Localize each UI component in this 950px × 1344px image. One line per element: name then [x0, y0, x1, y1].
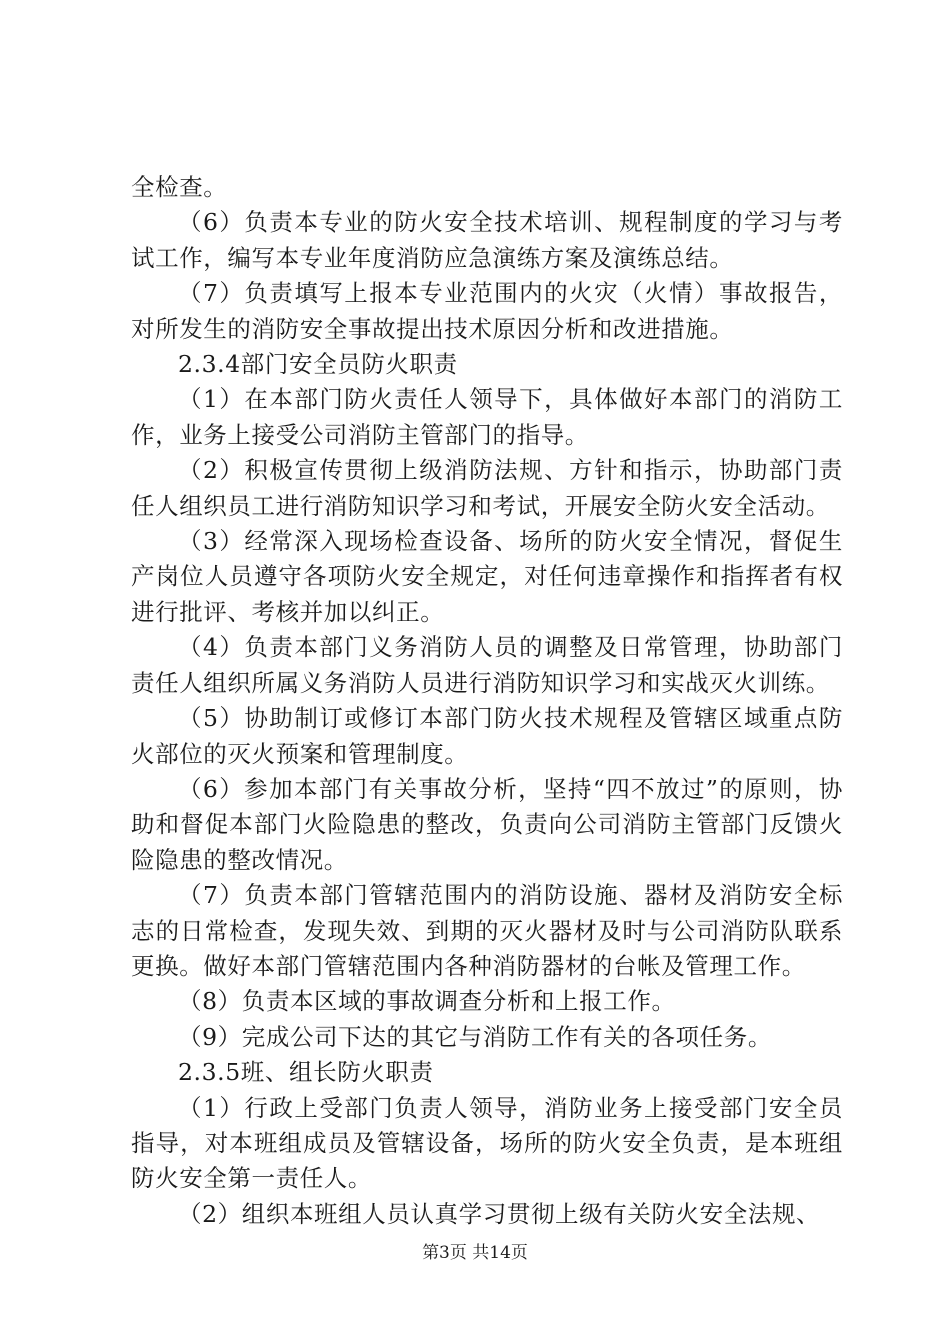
paragraph-item-3: （3）经常深入现场检查设备、场所的防火安全情况，督促生产岗位人员遵守各项防火安全规定，对任何违章操作和指挥者有权进行批评、考核并加以纠正。: [131, 527, 843, 626]
paragraph-item-2: （2）积极宣传贯彻上级消防法规、方针和指示，协助部门责任人组织员工进行消防知识学习和考试，开展安全防火安全活动。: [131, 456, 843, 520]
paragraph-item-4: （4）负责本部门义务消防人员的调整及日常管理，协助部门责任人组织所属义务消防人员进行消防知识学习和实战灭火训练。: [131, 633, 843, 697]
paragraph-item-1-leader: （1）行政上受部门负责人领导，消防业务上接受部门安全员指导，对本班组成员及管辖设备，场所的防火安全负责，是本班组防火安全第一责任人。: [131, 1093, 843, 1193]
paragraph-item-6-training: （6）负责本专业的防火安全技术培训、规程制度的学习与考试工作，编写本专业年度消防应急演练方案及演练总结。: [131, 208, 843, 272]
page-footer: 第3页 共14页: [422, 1243, 528, 1263]
paragraph-item-7: （7）负责本部门管辖范围内的消防设施、器材及消防安全标志的日常检查，发现失效、到期的灭火器材及时与公司消防队联系更换。做好本部门管辖范围内各种消防器材的台帐及管理工作。: [131, 881, 843, 980]
section-heading-2-3-5: 2.3.5班、组长防火职责: [178, 1058, 434, 1087]
paragraph-item-8: （8）负责本区域的事故调查分析和上报工作。: [178, 987, 676, 1016]
section-heading-2-3-4: 2.3.4部门安全员防火职责: [178, 350, 458, 379]
paragraph-item-6: （6）参加本部门有关事故分析，坚持“四不放过”的原则，协助和督促本部门火险隐患的整改，负责向公司消防主管部门反馈火险隐患的整改情况。: [131, 774, 843, 874]
paragraph-item-2-leader: （2）组织本班组人员认真学习贯彻上级有关防火安全法规、: [178, 1199, 821, 1228]
paragraph-item-7-report: （7）负责填写上报本专业范围内的火灾（火情）事故报告，对所发生的消防安全事故提出技术原因分析和改进措施。: [131, 279, 843, 343]
paragraph-item-1: （1）在本部门防火责任人领导下，具体做好本部门的消防工作，业务上接受公司消防主管部门的指导。: [131, 385, 843, 449]
paragraph-item-9: （9）完成公司下达的其它与消防工作有关的各项任务。: [178, 1022, 772, 1051]
document-body: [131, 170, 843, 1232]
paragraph-item-5: （5）协助制订或修订本部门防火技术规程及管辖区域重点防火部位的灭火预案和管理制度。: [131, 704, 843, 768]
paragraph-continuation: 全检查。: [131, 173, 228, 201]
